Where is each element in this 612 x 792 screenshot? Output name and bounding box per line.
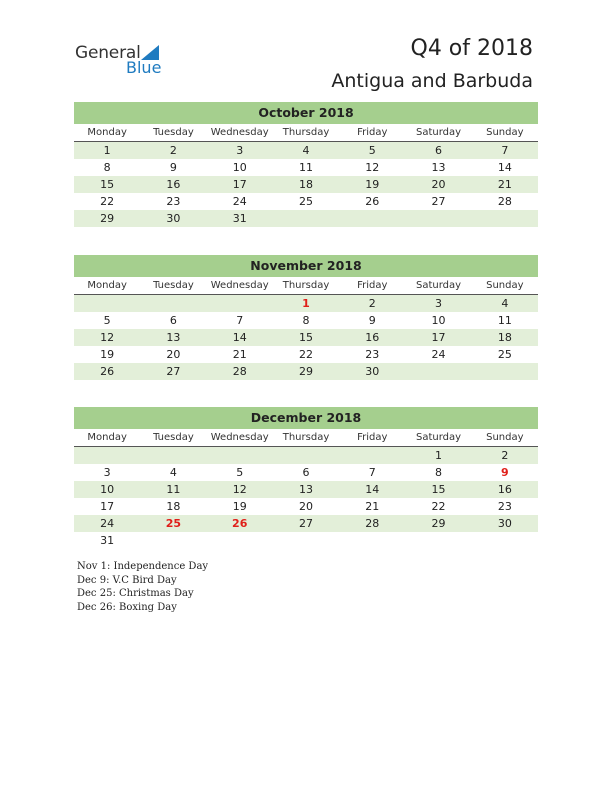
day-cell: 13 [166, 331, 181, 344]
weekday-header-row [74, 124, 538, 142]
day-cell: 11 [497, 314, 512, 327]
holiday-note: Nov 1: Independence Day [77, 561, 209, 572]
day-cell: 21 [232, 348, 247, 361]
day-cell [405, 532, 471, 549]
day-cell: 31 [100, 534, 115, 547]
day-cell: 27 [166, 365, 181, 378]
weekday-label: Thursday [282, 432, 330, 443]
day-cell: 30 [497, 517, 512, 530]
day-cell [405, 363, 471, 380]
day-cell: 29 [298, 365, 313, 378]
day-cell: 7 [236, 314, 244, 327]
day-cell: 7 [501, 144, 509, 157]
day-cell: 4 [501, 297, 509, 310]
page-title: Q4 of 2018 [410, 36, 533, 61]
day-cell: 9 [169, 161, 177, 174]
day-cell: 15 [100, 178, 115, 191]
weekday-label: Sunday [486, 432, 524, 443]
day-cell: 5 [103, 314, 111, 327]
day-cell [339, 210, 405, 227]
day-cell: 23 [497, 500, 512, 513]
day-cell: 13 [431, 161, 446, 174]
day-cell: 7 [368, 466, 376, 479]
day-cell: 30 [365, 365, 380, 378]
day-cell: 23 [365, 348, 380, 361]
day-cell: 18 [298, 178, 313, 191]
day-cell [207, 532, 273, 549]
day-cell: 3 [103, 466, 111, 479]
day-cell: 18 [497, 331, 512, 344]
day-cell [273, 210, 339, 227]
day-cell: 14 [232, 331, 247, 344]
week-row [74, 159, 538, 176]
week-row [74, 363, 538, 380]
day-cell: 8 [103, 161, 111, 174]
day-cell: 26 [365, 195, 380, 208]
day-cell: 2 [169, 144, 177, 157]
day-cell [140, 447, 206, 464]
day-cell: 11 [166, 483, 181, 496]
weekday-label: Sunday [486, 280, 524, 291]
day-cell: 5 [368, 144, 376, 157]
day-cell: 29 [100, 212, 115, 225]
week-row [74, 498, 538, 515]
weekday-header-row [74, 277, 538, 295]
weekday-label: Thursday [282, 280, 330, 291]
day-cell: 22 [100, 195, 115, 208]
month-calendar [74, 102, 538, 227]
day-cell: 17 [100, 500, 115, 513]
day-cell [74, 447, 140, 464]
week-row [74, 329, 538, 346]
day-cell [273, 447, 339, 464]
day-cell: 24 [431, 348, 446, 361]
day-cell: 4 [302, 144, 310, 157]
day-cell [472, 210, 538, 227]
day-cell: 22 [298, 348, 313, 361]
day-cell: 24 [232, 195, 247, 208]
day-cell: 19 [232, 500, 247, 513]
day-cell: 23 [166, 195, 181, 208]
holiday-day-cell: 9 [501, 466, 509, 479]
holiday-day-cell: 25 [165, 517, 182, 530]
day-cell: 17 [431, 331, 446, 344]
day-cell: 2 [368, 297, 376, 310]
day-cell [74, 295, 140, 312]
day-cell [405, 210, 471, 227]
logo [75, 43, 175, 77]
day-cell: 18 [166, 500, 181, 513]
holiday-day-cell: 1 [302, 297, 310, 310]
day-cell: 26 [100, 365, 115, 378]
day-cell: 25 [298, 195, 313, 208]
day-cell: 1 [435, 449, 443, 462]
week-row [74, 532, 538, 549]
weekday-label: Monday [87, 127, 127, 138]
day-cell: 20 [166, 348, 181, 361]
day-cell: 28 [365, 517, 380, 530]
day-cell [273, 532, 339, 549]
day-cell: 4 [169, 466, 177, 479]
month-title: December 2018 [74, 407, 538, 429]
day-cell: 3 [236, 144, 244, 157]
day-cell: 6 [302, 466, 310, 479]
day-cell: 5 [236, 466, 244, 479]
weekday-label: Friday [357, 127, 388, 138]
day-cell: 10 [100, 483, 115, 496]
day-cell: 20 [431, 178, 446, 191]
day-cell [339, 532, 405, 549]
month-calendar [74, 407, 538, 549]
day-cell: 1 [103, 144, 111, 157]
weekday-label: Saturday [416, 127, 462, 138]
day-cell: 3 [435, 297, 443, 310]
day-cell [140, 532, 206, 549]
day-cell: 27 [298, 517, 313, 530]
day-cell: 30 [166, 212, 181, 225]
weekday-label: Wednesday [210, 280, 269, 291]
logo-general-text: General [75, 43, 141, 63]
day-cell: 10 [431, 314, 446, 327]
day-cell: 14 [497, 161, 512, 174]
day-cell [207, 295, 273, 312]
logo-blue-text: Blue [126, 58, 162, 77]
week-row [74, 193, 538, 210]
day-cell [207, 447, 273, 464]
day-cell: 8 [302, 314, 310, 327]
day-cell: 9 [368, 314, 376, 327]
day-cell: 14 [365, 483, 380, 496]
day-cell [472, 363, 538, 380]
day-cell: 12 [100, 331, 115, 344]
day-cell: 25 [497, 348, 512, 361]
day-cell: 8 [435, 466, 443, 479]
day-cell: 19 [365, 178, 380, 191]
holiday-day-cell: 26 [232, 517, 248, 530]
weekday-label: Sunday [486, 127, 524, 138]
day-cell: 16 [497, 483, 512, 496]
week-row [74, 481, 538, 498]
day-cell: 16 [365, 331, 380, 344]
week-row [74, 142, 538, 159]
weekday-label: Thursday [282, 127, 330, 138]
month-title: November 2018 [74, 255, 538, 277]
month-title: October 2018 [74, 102, 538, 124]
day-cell: 12 [232, 483, 247, 496]
holiday-note: Dec 9: V.C Bird Day [77, 574, 177, 586]
day-cell: 28 [497, 195, 512, 208]
week-row [74, 346, 538, 363]
day-cell [339, 447, 405, 464]
weekday-header-row [74, 429, 538, 447]
day-cell: 10 [232, 161, 247, 174]
weekday-label: Wednesday [210, 127, 269, 138]
weekday-label: Monday [87, 280, 127, 291]
weekday-label: Tuesday [153, 280, 194, 291]
week-row [74, 176, 538, 193]
day-cell: 19 [100, 348, 115, 361]
day-cell: 31 [232, 212, 247, 225]
page-subtitle: Antigua and Barbuda [331, 70, 533, 92]
day-cell: 24 [100, 517, 115, 530]
day-cell: 28 [232, 365, 247, 378]
day-cell: 12 [365, 161, 380, 174]
day-cell: 11 [298, 161, 313, 174]
day-cell: 15 [298, 331, 313, 344]
day-cell: 13 [298, 483, 313, 496]
weekday-label: Monday [87, 432, 127, 443]
day-cell: 27 [431, 195, 446, 208]
day-cell: 15 [431, 483, 446, 496]
day-cell: 29 [431, 517, 446, 530]
week-row [74, 210, 538, 227]
day-cell: 17 [232, 178, 247, 191]
holiday-note: Dec 26: Boxing Day [77, 601, 177, 613]
week-row [74, 515, 538, 532]
weekday-label: Friday [357, 432, 388, 443]
weekday-label: Saturday [416, 432, 462, 443]
week-row [74, 447, 538, 464]
day-cell: 21 [365, 500, 380, 513]
weekday-label: Friday [357, 280, 388, 291]
day-cell: 2 [501, 449, 509, 462]
day-cell [140, 295, 206, 312]
week-row [74, 312, 538, 329]
weekday-label: Wednesday [210, 432, 269, 443]
month-calendar [74, 255, 538, 380]
holiday-note: Dec 25: Christmas Day [77, 588, 194, 599]
day-cell: 21 [497, 178, 512, 191]
weekday-label: Tuesday [153, 432, 194, 443]
week-row [74, 464, 538, 481]
holiday-notes [77, 560, 208, 614]
day-cell: 16 [166, 178, 181, 191]
day-cell: 6 [169, 314, 177, 327]
day-cell [472, 532, 538, 549]
day-cell: 20 [298, 500, 313, 513]
weekday-label: Tuesday [153, 127, 194, 138]
week-row [74, 295, 538, 312]
weekday-label: Saturday [416, 280, 462, 291]
day-cell: 22 [431, 500, 446, 513]
day-cell: 6 [435, 144, 443, 157]
